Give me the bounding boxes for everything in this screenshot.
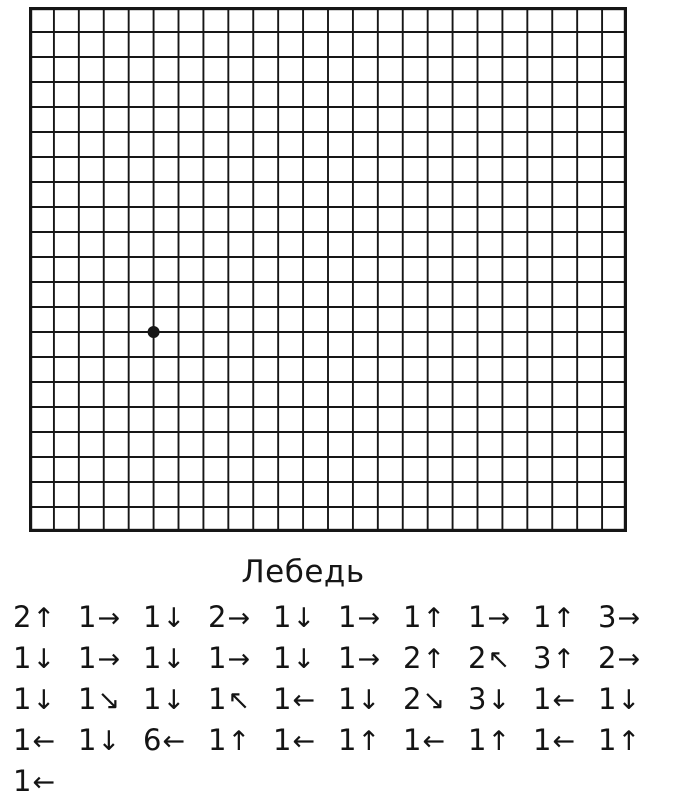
- step-arrow-icon: ↓: [292, 644, 316, 675]
- instruction-row-4: [13, 720, 663, 761]
- step-count: 1: [78, 600, 97, 634]
- step-count: 1: [403, 723, 422, 757]
- step-arrow-icon: ←: [292, 685, 316, 716]
- step-arrow-icon: ↑: [487, 726, 511, 757]
- step-count: 1: [403, 600, 422, 634]
- step-arrow-icon: ↓: [97, 726, 121, 757]
- instruction-step: [338, 600, 403, 634]
- instruction-step: [78, 641, 143, 675]
- instruction-step: [13, 682, 78, 716]
- step-count: 1: [208, 641, 227, 675]
- step-arrow-icon: ↓: [162, 685, 186, 716]
- step-arrow-icon: →: [617, 603, 641, 634]
- instruction-step: [598, 723, 663, 757]
- step-count: 1: [78, 682, 97, 716]
- step-arrow-icon: ↓: [162, 644, 186, 675]
- step-count: 2: [598, 641, 617, 675]
- step-arrow-icon: →: [617, 644, 641, 675]
- step-arrow-icon: ←: [292, 726, 316, 757]
- step-arrow-icon: ↓: [32, 644, 56, 675]
- step-arrow-icon: ↑: [552, 644, 576, 675]
- worksheet-title: Лебедь: [241, 554, 365, 590]
- step-count: 1: [13, 682, 32, 716]
- dictation-instructions: [13, 597, 663, 800]
- instruction-step: [468, 723, 533, 757]
- instruction-step: [403, 682, 468, 716]
- step-count: 1: [143, 682, 162, 716]
- instruction-step: [533, 723, 598, 757]
- step-count: 2: [468, 641, 487, 675]
- step-arrow-icon: ↓: [617, 685, 641, 716]
- step-count: 1: [273, 682, 292, 716]
- instruction-row-2: [13, 638, 663, 679]
- instruction-step: [468, 600, 533, 634]
- step-count: 1: [78, 641, 97, 675]
- instruction-step: [273, 682, 338, 716]
- step-arrow-icon: ↑: [422, 603, 446, 634]
- step-count: 2: [403, 682, 422, 716]
- dictation-grid: [29, 7, 627, 532]
- instruction-step: [273, 600, 338, 634]
- instruction-step: [13, 641, 78, 675]
- step-arrow-icon: ↓: [32, 685, 56, 716]
- step-arrow-icon: ↘: [97, 685, 121, 716]
- instruction-step: [13, 723, 78, 757]
- instruction-step: [468, 641, 533, 675]
- step-arrow-icon: ↓: [487, 685, 511, 716]
- step-arrow-icon: ↑: [32, 603, 56, 634]
- instruction-step: [78, 682, 143, 716]
- step-arrow-icon: ↑: [357, 726, 381, 757]
- instruction-step: [143, 641, 208, 675]
- step-arrow-icon: ←: [422, 726, 446, 757]
- step-count: 1: [143, 600, 162, 634]
- step-arrow-icon: →: [227, 644, 251, 675]
- step-count: 1: [533, 600, 552, 634]
- instruction-step: [13, 764, 78, 798]
- instruction-step: [533, 600, 598, 634]
- step-count: 1: [468, 600, 487, 634]
- step-arrow-icon: ↘: [422, 685, 446, 716]
- step-arrow-icon: ←: [162, 726, 186, 757]
- step-count: 1: [273, 723, 292, 757]
- instruction-step: [13, 600, 78, 634]
- instruction-step: [273, 641, 338, 675]
- step-count: 1: [13, 764, 32, 798]
- instruction-step: [533, 641, 598, 675]
- instruction-step: [338, 682, 403, 716]
- instruction-step: [78, 723, 143, 757]
- step-count: 3: [468, 682, 487, 716]
- instruction-row-3: [13, 679, 663, 720]
- step-arrow-icon: ↖: [227, 685, 251, 716]
- step-count: 1: [338, 723, 357, 757]
- step-arrow-icon: ↑: [227, 726, 251, 757]
- step-count: 1: [533, 682, 552, 716]
- instruction-step: [598, 600, 663, 634]
- step-arrow-icon: ↓: [292, 603, 316, 634]
- instruction-step: [208, 641, 273, 675]
- step-count: 3: [598, 600, 617, 634]
- graph-paper-grid: [29, 7, 627, 532]
- step-count: 1: [533, 723, 552, 757]
- step-count: 1: [468, 723, 487, 757]
- step-count: 1: [273, 641, 292, 675]
- instruction-step: [468, 682, 533, 716]
- step-count: 1: [273, 600, 292, 634]
- step-arrow-icon: →: [227, 603, 251, 634]
- step-count: 1: [208, 723, 227, 757]
- instruction-step: [338, 641, 403, 675]
- step-arrow-icon: →: [487, 603, 511, 634]
- step-count: 1: [13, 641, 32, 675]
- instruction-step: [403, 600, 468, 634]
- step-count: 1: [338, 682, 357, 716]
- step-count: 2: [13, 600, 32, 634]
- step-arrow-icon: ↓: [162, 603, 186, 634]
- instruction-step: [338, 723, 403, 757]
- instruction-step: [208, 723, 273, 757]
- step-arrow-icon: →: [97, 603, 121, 634]
- step-count: 1: [208, 682, 227, 716]
- instruction-step: [143, 682, 208, 716]
- instruction-step: [143, 723, 208, 757]
- step-arrow-icon: ↓: [357, 685, 381, 716]
- step-arrow-icon: ↑: [617, 726, 641, 757]
- step-count: 1: [143, 641, 162, 675]
- step-count: 6: [143, 723, 162, 757]
- step-count: 1: [78, 723, 97, 757]
- instruction-row-1: [13, 597, 663, 638]
- step-count: 1: [598, 723, 617, 757]
- step-arrow-icon: ←: [32, 767, 56, 798]
- step-arrow-icon: →: [97, 644, 121, 675]
- instruction-step: [208, 682, 273, 716]
- step-count: 1: [598, 682, 617, 716]
- step-arrow-icon: →: [357, 603, 381, 634]
- step-arrow-icon: ↑: [552, 603, 576, 634]
- step-count: 3: [533, 641, 552, 675]
- instruction-step: [533, 682, 598, 716]
- step-count: 1: [338, 600, 357, 634]
- instruction-step: [598, 641, 663, 675]
- step-arrow-icon: ←: [32, 726, 56, 757]
- instruction-row-5: [13, 761, 663, 800]
- instruction-step: [403, 641, 468, 675]
- step-count: 2: [403, 641, 422, 675]
- step-arrow-icon: →: [357, 644, 381, 675]
- instruction-step: [598, 682, 663, 716]
- step-arrow-icon: ↖: [487, 644, 511, 675]
- step-count: 1: [13, 723, 32, 757]
- instruction-step: [78, 600, 143, 634]
- instruction-step: [403, 723, 468, 757]
- instruction-step: [208, 600, 273, 634]
- step-count: 2: [208, 600, 227, 634]
- instruction-step: [273, 723, 338, 757]
- instruction-step: [143, 600, 208, 634]
- start-dot: [148, 326, 160, 338]
- step-arrow-icon: ←: [552, 726, 576, 757]
- step-arrow-icon: ←: [552, 685, 576, 716]
- step-count: 1: [338, 641, 357, 675]
- step-arrow-icon: ↑: [422, 644, 446, 675]
